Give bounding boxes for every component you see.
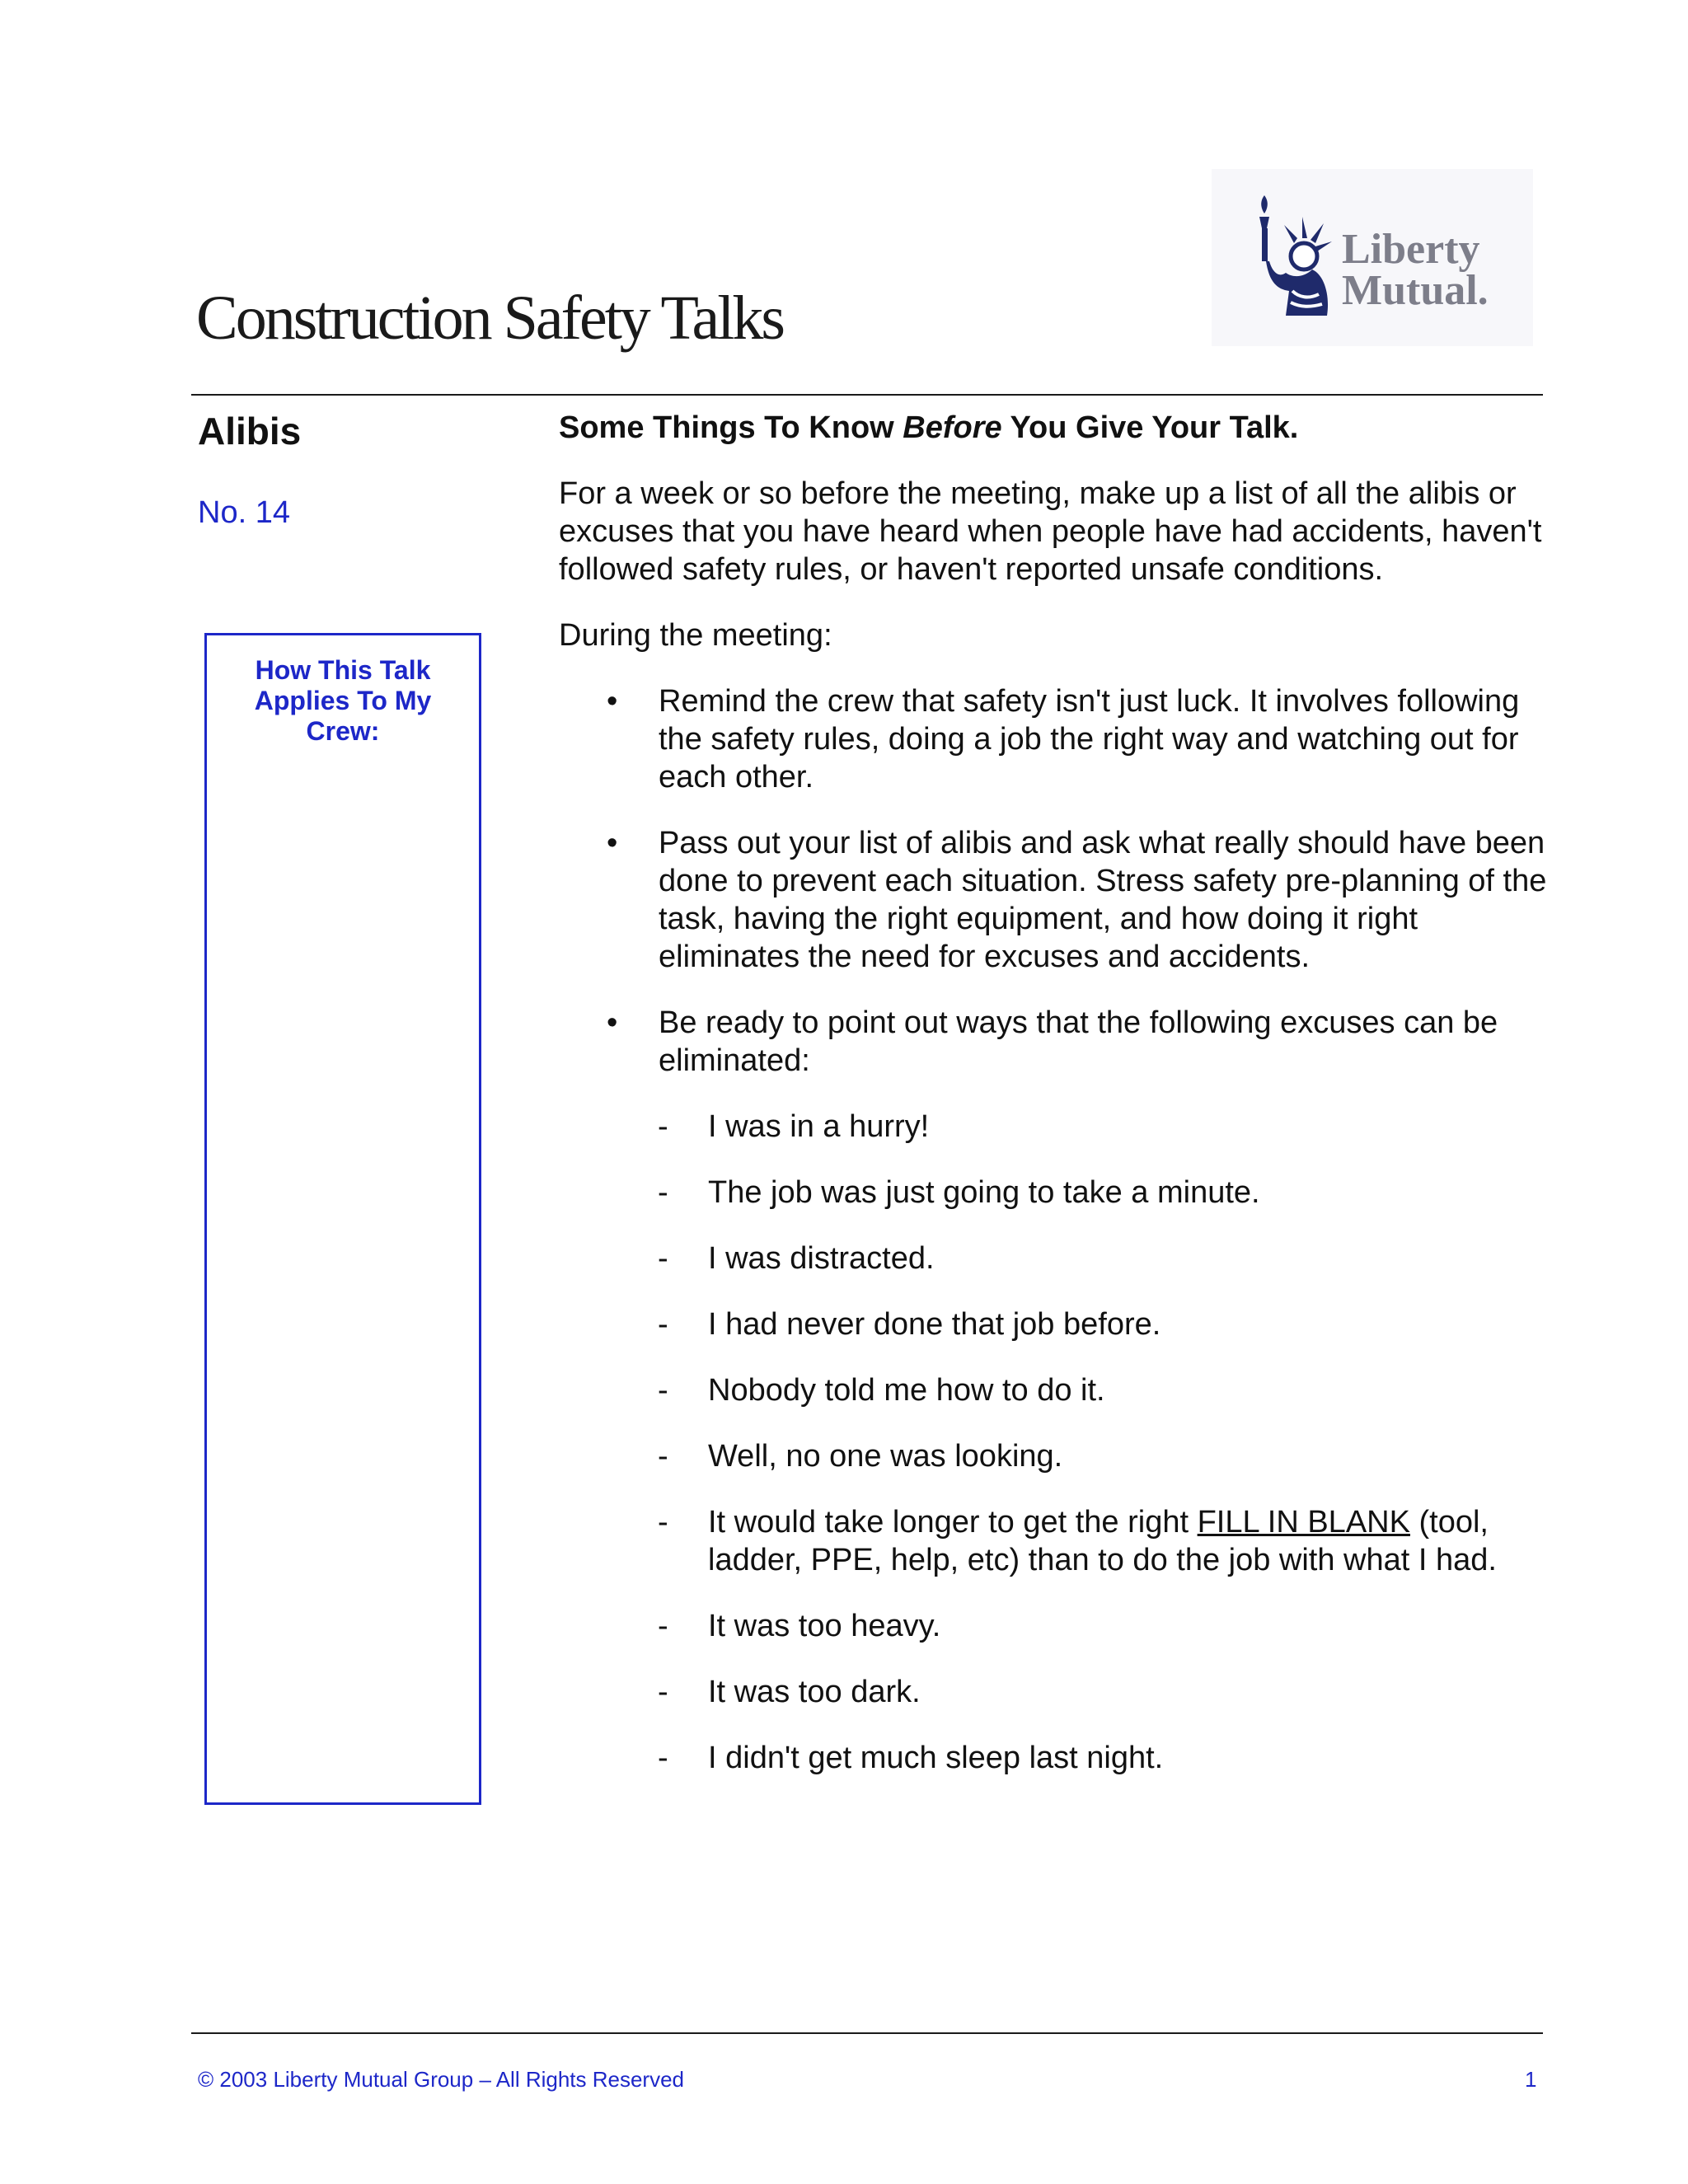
bullet-marker: • — [607, 1005, 618, 1040]
logo-text-mutual: Mutual. — [1342, 267, 1489, 314]
excuse-item — [559, 1174, 1548, 1212]
bullet-item — [559, 682, 1548, 796]
excuse-text: It was too dark. — [708, 1675, 921, 1709]
bullet-text: Remind the crew that safety isn't just luck. It involves following the safety rules, doing a job the right way and watching out for each other. — [659, 684, 1520, 794]
meeting-label: During the meeting: — [559, 618, 832, 653]
heading-post: You Give Your Talk. — [1001, 410, 1299, 445]
dash-marker: - — [658, 1373, 668, 1408]
excuse-item — [559, 1503, 1548, 1579]
talk-number: No. 14 — [198, 495, 290, 530]
dash-marker: - — [658, 1109, 668, 1144]
intro-paragraph: For a week or so before the meeting, make up a list of all the alibis or excuses that you have heard when people have had accidents, haven't followed safety rules, or haven't reported unsafe conditions. — [559, 476, 1542, 587]
excuse-item — [559, 1240, 1548, 1277]
excuse-text: I was distracted. — [708, 1241, 935, 1276]
bullet-marker: • — [607, 684, 618, 719]
talk-title: Alibis — [198, 410, 302, 452]
excuse-text: The job was just going to take a minute. — [708, 1175, 1260, 1210]
dash-marker: - — [658, 1241, 668, 1276]
footer-divider — [191, 2032, 1543, 2034]
copyright-notice: © 2003 Liberty Mutual Group – All Rights Reserved — [198, 2067, 685, 2092]
excuse-text: I was in a hurry! — [708, 1109, 930, 1144]
excuse-item — [559, 1607, 1548, 1645]
dash-marker: - — [658, 1439, 668, 1474]
dash-marker: - — [658, 1307, 668, 1342]
excuse-text: I didn't get much sleep last night. — [708, 1741, 1164, 1775]
crew-notes-box[interactable] — [204, 633, 481, 1805]
bullet-item — [559, 824, 1548, 976]
excuse-text: Nobody told me how to do it. — [708, 1373, 1105, 1408]
bullet-text: Pass out your list of alibis and ask what really should have been done to prevent each situation. Stress safety pre-planning of the task, having the right equipment, and how doing it right eliminates the need for excuses and accidents. — [659, 826, 1547, 974]
document-title: Construction Safety Talks — [196, 284, 783, 353]
excuse-item — [559, 1305, 1548, 1343]
bullet-list — [559, 682, 1548, 1080]
excuse-fill-pre: It would take longer to get the right — [708, 1505, 1198, 1540]
dash-marker: - — [658, 1741, 668, 1775]
dash-marker: - — [658, 1609, 668, 1643]
fill-in-blank: FILL IN BLANK — [1197, 1505, 1410, 1540]
bullet-item — [559, 1004, 1548, 1080]
talk-content — [559, 409, 1548, 1805]
logo-text-liberty: Liberty — [1342, 226, 1480, 273]
excuse-list — [559, 1108, 1548, 1777]
excuse-item — [559, 1437, 1548, 1475]
excuse-item — [559, 1371, 1548, 1409]
dash-marker: - — [658, 1675, 668, 1709]
excuse-text: It was too heavy. — [708, 1609, 941, 1643]
heading-emphasis: Before — [903, 410, 1002, 445]
heading-pre: Some Things To Know — [559, 410, 903, 445]
excuse-item — [559, 1673, 1548, 1711]
excuse-text: I had never done that job before. — [708, 1307, 1161, 1342]
statue-of-liberty-icon — [1245, 192, 1335, 324]
dash-marker: - — [658, 1505, 668, 1540]
excuse-fill-post: (tool, ladder, PPE, help, etc) than to do the job with what I had. — [708, 1505, 1497, 1577]
liberty-mutual-logo — [1212, 169, 1533, 346]
excuse-text: Well, no one was looking. — [708, 1439, 1063, 1474]
crew-box-label: How This Talk Applies To My Crew: — [254, 655, 432, 746]
bullet-marker: • — [607, 826, 618, 860]
excuse-item — [559, 1739, 1548, 1777]
header-divider — [191, 394, 1543, 396]
dash-marker: - — [658, 1175, 668, 1210]
bullet-text: Be ready to point out ways that the following excuses can be eliminated: — [659, 1005, 1498, 1078]
section-heading — [559, 409, 1548, 447]
page-number: 1 — [1525, 2067, 1537, 2092]
excuse-item — [559, 1108, 1548, 1146]
